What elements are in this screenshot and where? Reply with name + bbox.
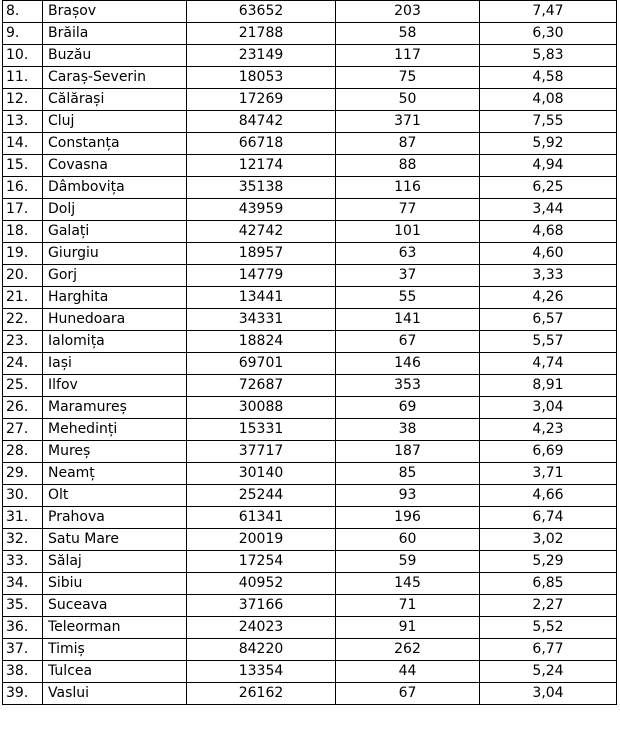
table-row (3, 617, 617, 639)
row-number-cell: 28. (3, 441, 43, 463)
value-cell-3: 4,66 (480, 485, 617, 507)
row-number-cell: 35. (3, 595, 43, 617)
table-row (3, 485, 617, 507)
table-row (3, 23, 617, 45)
row-number-cell: 21. (3, 287, 43, 309)
county-name-cell: Vaslui (43, 683, 187, 705)
value-cell-1: 43959 (187, 199, 336, 221)
county-name-cell: Mehedinți (43, 419, 187, 441)
table-row (3, 243, 617, 265)
value-cell-2: 371 (336, 111, 480, 133)
table-row (3, 265, 617, 287)
value-cell-1: 34331 (187, 309, 336, 331)
value-cell-3: 6,69 (480, 441, 617, 463)
value-cell-3: 5,52 (480, 617, 617, 639)
value-cell-2: 44 (336, 661, 480, 683)
value-cell-3: 3,71 (480, 463, 617, 485)
table-row (3, 111, 617, 133)
value-cell-2: 71 (336, 595, 480, 617)
value-cell-3: 4,60 (480, 243, 617, 265)
value-cell-1: 17269 (187, 89, 336, 111)
value-cell-3: 5,92 (480, 133, 617, 155)
county-name-cell: Ialomița (43, 331, 187, 353)
table-row (3, 353, 617, 375)
value-cell-1: 14779 (187, 265, 336, 287)
value-cell-2: 187 (336, 441, 480, 463)
row-number-cell: 37. (3, 639, 43, 661)
county-name-cell: Giurgiu (43, 243, 187, 265)
value-cell-2: 353 (336, 375, 480, 397)
value-cell-2: 91 (336, 617, 480, 639)
row-number-cell: 39. (3, 683, 43, 705)
value-cell-1: 61341 (187, 507, 336, 529)
value-cell-3: 3,02 (480, 529, 617, 551)
value-cell-1: 26162 (187, 683, 336, 705)
value-cell-1: 18957 (187, 243, 336, 265)
value-cell-3: 3,04 (480, 683, 617, 705)
value-cell-2: 101 (336, 221, 480, 243)
table-row (3, 529, 617, 551)
value-cell-2: 146 (336, 353, 480, 375)
county-name-cell: Covasna (43, 155, 187, 177)
value-cell-2: 67 (336, 683, 480, 705)
value-cell-2: 87 (336, 133, 480, 155)
value-cell-1: 37166 (187, 595, 336, 617)
row-number-cell: 12. (3, 89, 43, 111)
value-cell-1: 42742 (187, 221, 336, 243)
value-cell-3: 3,44 (480, 199, 617, 221)
value-cell-2: 63 (336, 243, 480, 265)
value-cell-2: 145 (336, 573, 480, 595)
county-name-cell: Maramureș (43, 397, 187, 419)
county-name-cell: Dâmbovița (43, 177, 187, 199)
value-cell-3: 3,33 (480, 265, 617, 287)
value-cell-1: 84220 (187, 639, 336, 661)
table-row (3, 463, 617, 485)
value-cell-2: 75 (336, 67, 480, 89)
row-number-cell: 8. (3, 1, 43, 23)
value-cell-2: 116 (336, 177, 480, 199)
value-cell-2: 262 (336, 639, 480, 661)
table-row (3, 309, 617, 331)
value-cell-3: 4,94 (480, 155, 617, 177)
value-cell-1: 30140 (187, 463, 336, 485)
value-cell-1: 12174 (187, 155, 336, 177)
value-cell-1: 30088 (187, 397, 336, 419)
value-cell-3: 4,26 (480, 287, 617, 309)
value-cell-1: 40952 (187, 573, 336, 595)
table-row (3, 419, 617, 441)
table-row (3, 287, 617, 309)
county-name-cell: Harghita (43, 287, 187, 309)
row-number-cell: 30. (3, 485, 43, 507)
value-cell-2: 69 (336, 397, 480, 419)
county-name-cell: Olt (43, 485, 187, 507)
value-cell-3: 8,91 (480, 375, 617, 397)
value-cell-1: 13354 (187, 661, 336, 683)
row-number-cell: 14. (3, 133, 43, 155)
value-cell-3: 4,23 (480, 419, 617, 441)
table-row (3, 397, 617, 419)
value-cell-3: 5,29 (480, 551, 617, 573)
row-number-cell: 27. (3, 419, 43, 441)
value-cell-2: 117 (336, 45, 480, 67)
value-cell-2: 203 (336, 1, 480, 23)
county-name-cell: Mureș (43, 441, 187, 463)
value-cell-3: 4,68 (480, 221, 617, 243)
value-cell-1: 72687 (187, 375, 336, 397)
value-cell-3: 2,27 (480, 595, 617, 617)
value-cell-2: 196 (336, 507, 480, 529)
table-row (3, 45, 617, 67)
value-cell-3: 7,55 (480, 111, 617, 133)
value-cell-1: 24023 (187, 617, 336, 639)
table-row (3, 221, 617, 243)
value-cell-1: 21788 (187, 23, 336, 45)
table-row (3, 67, 617, 89)
value-cell-2: 58 (336, 23, 480, 45)
row-number-cell: 9. (3, 23, 43, 45)
value-cell-2: 85 (336, 463, 480, 485)
value-cell-3: 5,83 (480, 45, 617, 67)
value-cell-2: 141 (336, 309, 480, 331)
county-name-cell: Ilfov (43, 375, 187, 397)
table-row (3, 551, 617, 573)
table-row (3, 331, 617, 353)
value-cell-3: 3,04 (480, 397, 617, 419)
value-cell-2: 77 (336, 199, 480, 221)
row-number-cell: 23. (3, 331, 43, 353)
row-number-cell: 10. (3, 45, 43, 67)
value-cell-1: 18824 (187, 331, 336, 353)
county-name-cell: Buzău (43, 45, 187, 67)
row-number-cell: 19. (3, 243, 43, 265)
county-name-cell: Suceava (43, 595, 187, 617)
value-cell-3: 4,08 (480, 89, 617, 111)
table-row (3, 683, 617, 705)
value-cell-3: 5,57 (480, 331, 617, 353)
table-row (3, 441, 617, 463)
value-cell-2: 37 (336, 265, 480, 287)
table-row (3, 573, 617, 595)
row-number-cell: 26. (3, 397, 43, 419)
row-number-cell: 32. (3, 529, 43, 551)
value-cell-1: 15331 (187, 419, 336, 441)
county-name-cell: Caraș-Severin (43, 67, 187, 89)
row-number-cell: 29. (3, 463, 43, 485)
row-number-cell: 34. (3, 573, 43, 595)
row-number-cell: 17. (3, 199, 43, 221)
row-number-cell: 25. (3, 375, 43, 397)
value-cell-2: 38 (336, 419, 480, 441)
value-cell-3: 6,30 (480, 23, 617, 45)
row-number-cell: 24. (3, 353, 43, 375)
row-number-cell: 16. (3, 177, 43, 199)
county-name-cell: Neamț (43, 463, 187, 485)
row-number-cell: 31. (3, 507, 43, 529)
row-number-cell: 33. (3, 551, 43, 573)
value-cell-2: 50 (336, 89, 480, 111)
county-name-cell: Constanța (43, 133, 187, 155)
county-name-cell: Galați (43, 221, 187, 243)
county-name-cell: Călărași (43, 89, 187, 111)
row-number-cell: 20. (3, 265, 43, 287)
table-row (3, 507, 617, 529)
value-cell-2: 88 (336, 155, 480, 177)
value-cell-2: 93 (336, 485, 480, 507)
value-cell-1: 63652 (187, 1, 336, 23)
value-cell-3: 6,25 (480, 177, 617, 199)
table-row (3, 375, 617, 397)
row-number-cell: 22. (3, 309, 43, 331)
table-row (3, 155, 617, 177)
county-name-cell: Dolj (43, 199, 187, 221)
value-cell-1: 25244 (187, 485, 336, 507)
table-row (3, 199, 617, 221)
table-row (3, 661, 617, 683)
county-name-cell: Cluj (43, 111, 187, 133)
value-cell-3: 6,57 (480, 309, 617, 331)
value-cell-3: 4,74 (480, 353, 617, 375)
value-cell-2: 59 (336, 551, 480, 573)
table-row (3, 177, 617, 199)
row-number-cell: 38. (3, 661, 43, 683)
value-cell-3: 7,47 (480, 1, 617, 23)
table-row (3, 133, 617, 155)
county-name-cell: Tulcea (43, 661, 187, 683)
data-table (2, 0, 617, 705)
table-row (3, 595, 617, 617)
value-cell-1: 18053 (187, 67, 336, 89)
value-cell-1: 20019 (187, 529, 336, 551)
county-name-cell: Teleorman (43, 617, 187, 639)
county-name-cell: Timiș (43, 639, 187, 661)
row-number-cell: 36. (3, 617, 43, 639)
value-cell-1: 84742 (187, 111, 336, 133)
value-cell-1: 17254 (187, 551, 336, 573)
value-cell-1: 66718 (187, 133, 336, 155)
county-name-cell: Brașov (43, 1, 187, 23)
value-cell-2: 60 (336, 529, 480, 551)
county-name-cell: Sibiu (43, 573, 187, 595)
table-body (3, 1, 617, 705)
value-cell-1: 69701 (187, 353, 336, 375)
county-name-cell: Hunedoara (43, 309, 187, 331)
value-cell-1: 13441 (187, 287, 336, 309)
county-name-cell: Iași (43, 353, 187, 375)
row-number-cell: 18. (3, 221, 43, 243)
value-cell-2: 67 (336, 331, 480, 353)
county-name-cell: Prahova (43, 507, 187, 529)
value-cell-3: 4,58 (480, 67, 617, 89)
row-number-cell: 13. (3, 111, 43, 133)
county-name-cell: Sălaj (43, 551, 187, 573)
county-name-cell: Satu Mare (43, 529, 187, 551)
county-name-cell: Brăila (43, 23, 187, 45)
value-cell-1: 37717 (187, 441, 336, 463)
value-cell-1: 35138 (187, 177, 336, 199)
row-number-cell: 15. (3, 155, 43, 177)
county-name-cell: Gorj (43, 265, 187, 287)
value-cell-2: 55 (336, 287, 480, 309)
value-cell-3: 6,85 (480, 573, 617, 595)
row-number-cell: 11. (3, 67, 43, 89)
table-row (3, 1, 617, 23)
table-row (3, 639, 617, 661)
table-row (3, 89, 617, 111)
value-cell-3: 6,77 (480, 639, 617, 661)
value-cell-3: 5,24 (480, 661, 617, 683)
value-cell-3: 6,74 (480, 507, 617, 529)
value-cell-1: 23149 (187, 45, 336, 67)
